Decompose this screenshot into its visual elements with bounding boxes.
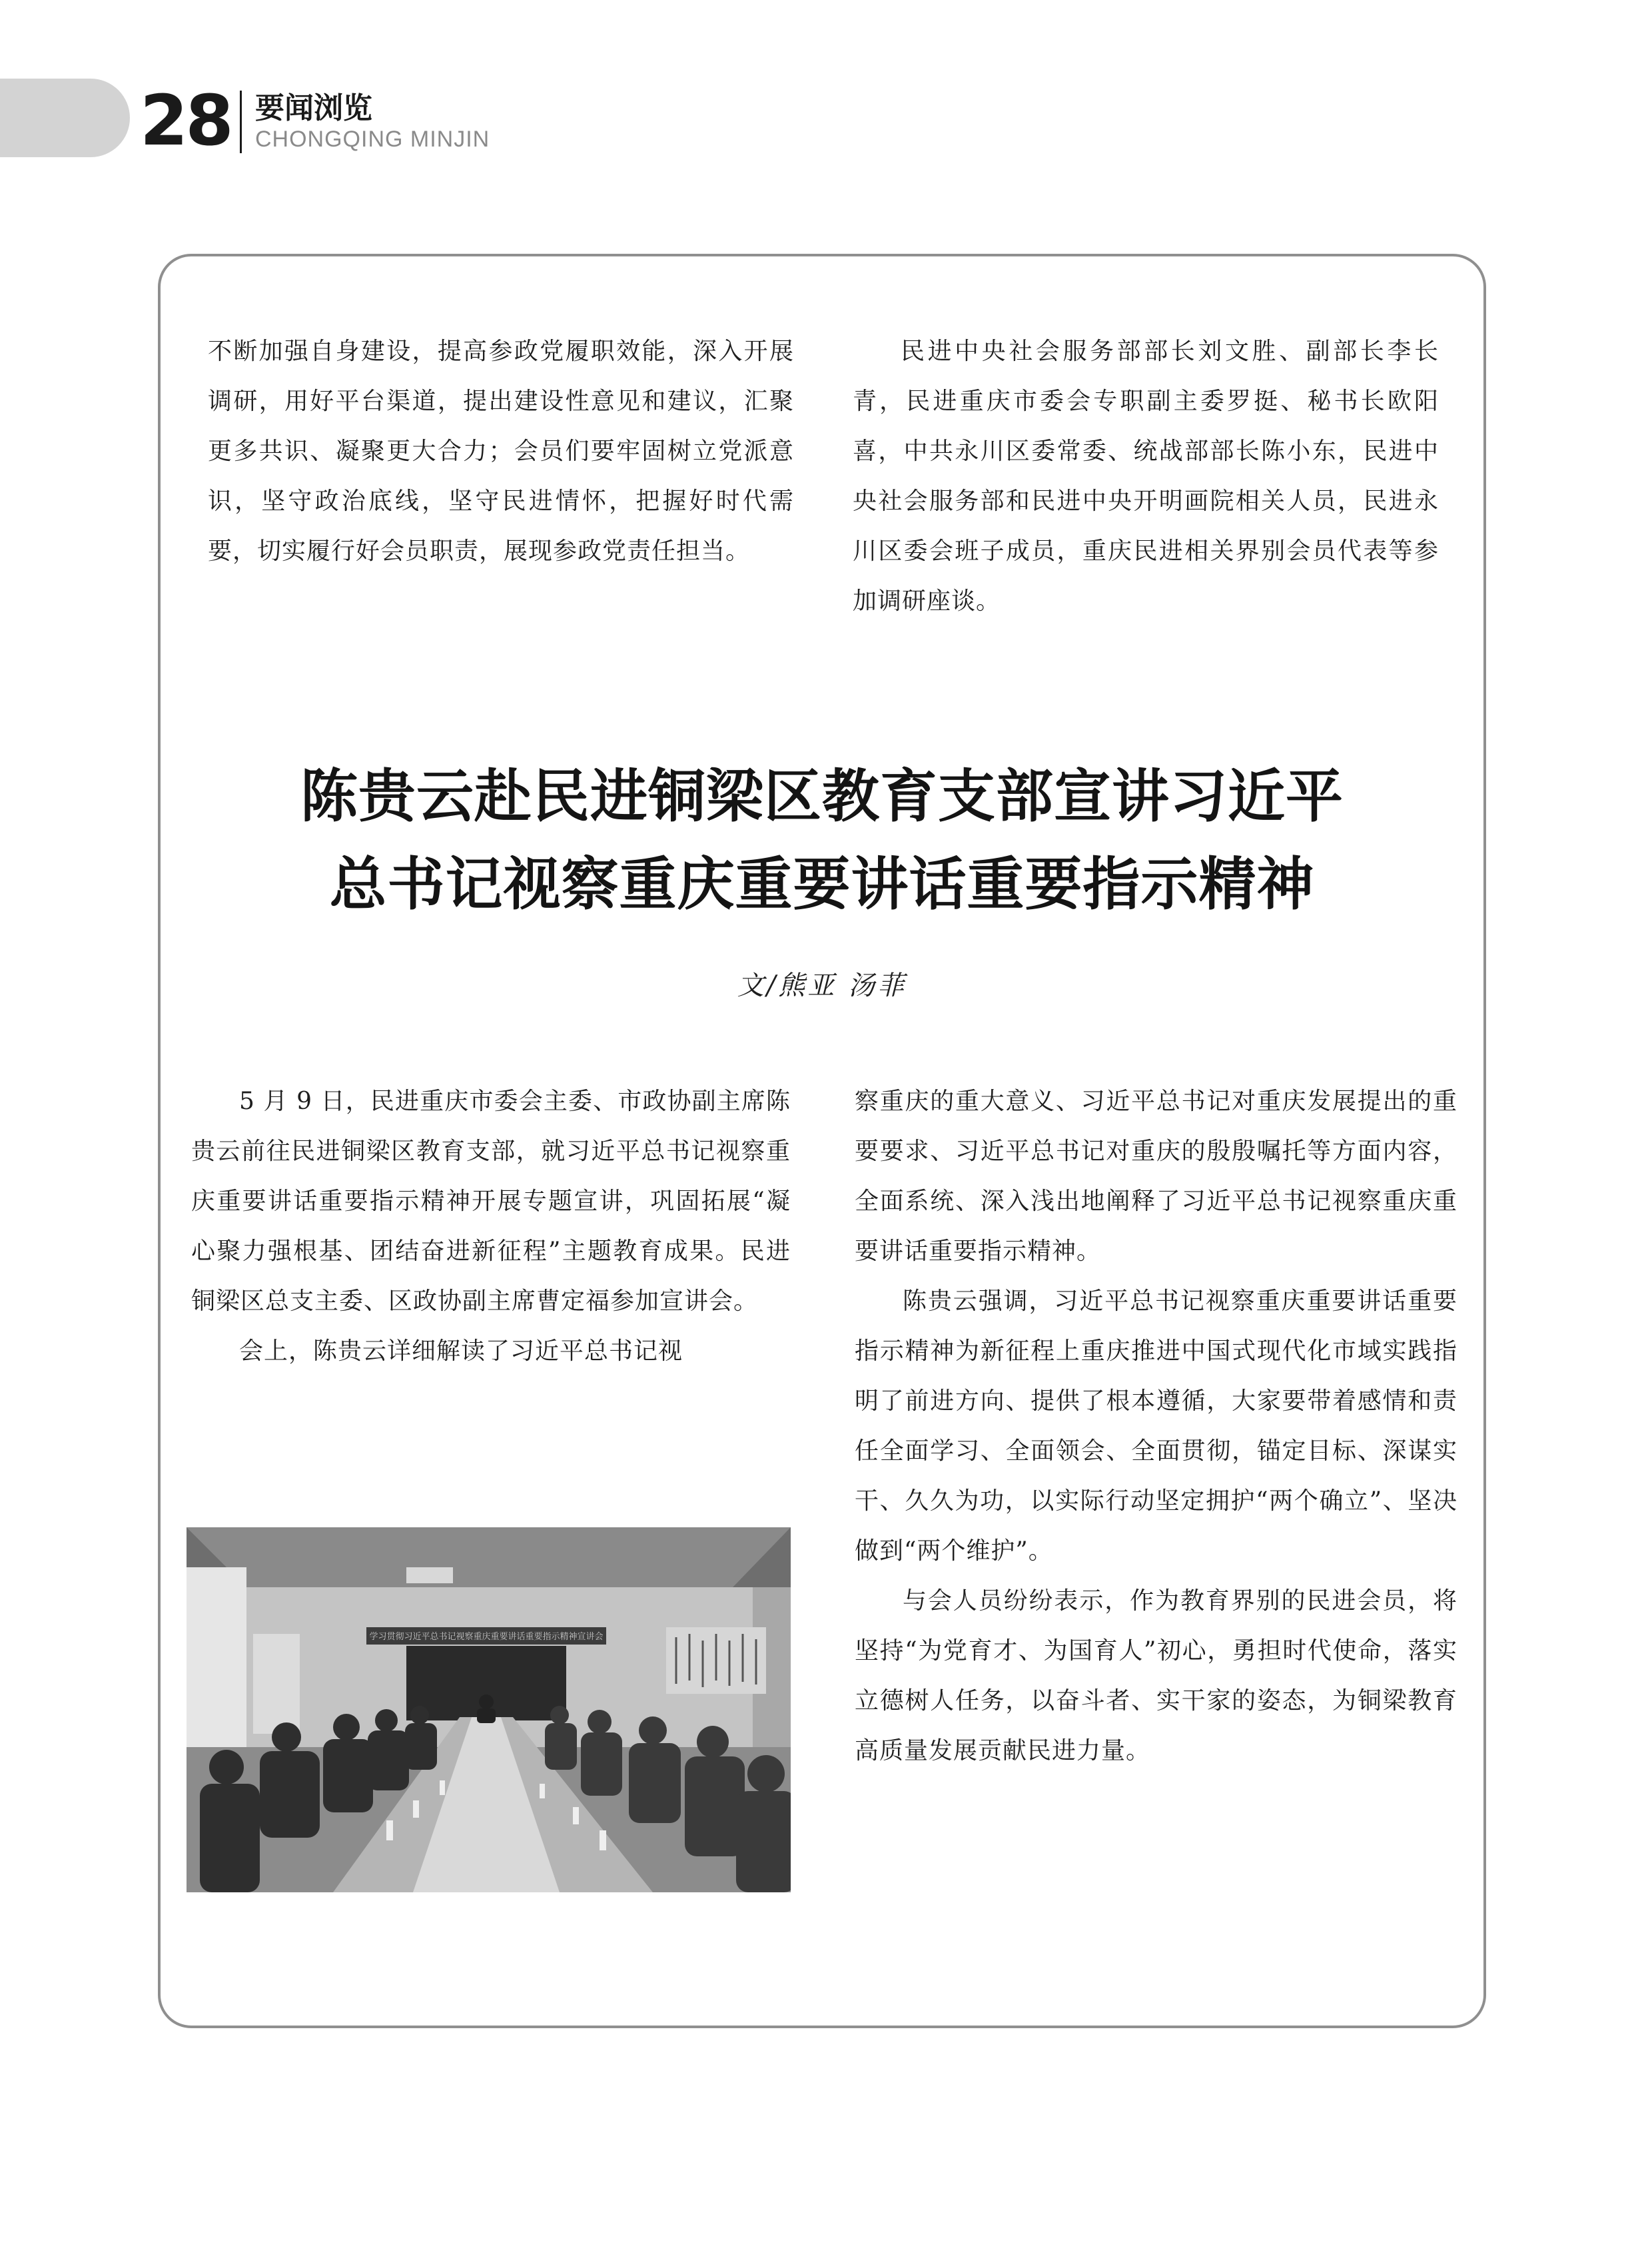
article-headline xyxy=(158,753,1486,929)
previous-article-left-column xyxy=(208,326,794,576)
article-left-column xyxy=(191,1076,791,1376)
page-number: 28 xyxy=(140,80,231,161)
article-paragraph-2: 会上，陈贵云详细解读了习近平总书记视 xyxy=(239,1337,683,1365)
article-paragraph-4: 与会人员纷纷表示，作为教育界别的民进会员，将坚持“为党育才、为国育人”初心，勇担时代使命，落实立德树人任务，以奋斗者、实干家的姿态，为铜梁教育高质量发展贡献民进力量。 xyxy=(855,1587,1457,1764)
meeting-photo-illustration xyxy=(187,1527,791,1892)
section-subtitle: CHONGQING MINJIN xyxy=(255,127,490,152)
previous-article-right-text: 民进中央社会服务部部长刘文胜、副部长李长青，民进重庆市委会专职副主委罗挺、秘书长欧阳喜，中共永川区委常委、统战部部长陈小东，民进中央社会服务部和民进中央开明画院相关人员，民进永川区委会班子成员，重庆民进相关界别会员代表等参加调研座谈。 xyxy=(853,338,1439,615)
header-divider xyxy=(240,91,242,153)
article-paragraph-1: 5 月 9 日，民进重庆市委会主委、市政协副主席陈贵云前往民进铜梁区教育支部，就习近平总书记视察重庆重要讲话重要指示精神开展专题宣讲，巩固拓展“凝心聚力强根基、团结奋进新征程”主题教育成果。民进铜梁区总支主委、区政协副主席曹定福参加宣讲会。 xyxy=(191,1088,791,1315)
meeting-banner-text: 学习贯彻习近平总书记视察重庆重要讲话重要指示精神宣讲会 xyxy=(369,1632,604,1642)
previous-article-left-text: 不断加强自身建设，提高参政党履职效能，深入开展调研，用好平台渠道，提出建设性意见和建议，汇聚更多共识、凝聚更大合力；会员们要牢固树立党派意识，坚守政治底线，坚守民进情怀，把握好时代需要，切实履行好会员职责，展现参政党责任担当。 xyxy=(208,338,794,565)
article-paragraph-3: 陈贵云强调，习近平总书记视察重庆重要讲话重要指示精神为新征程上重庆推进中国式现代化市域实践指明了前进方向、提供了根本遵循，大家要带着感情和责任全面学习、全面领会、全面贯彻，锚定目标、深谋实干、久久为功，以实际行动坚定拥护“两个确立”、坚决做到“两个维护”。 xyxy=(855,1288,1457,1565)
header-tab-band xyxy=(0,79,130,157)
article-byline: 文/熊亚 汤菲 xyxy=(737,970,907,1001)
article-right-column xyxy=(855,1076,1457,1776)
previous-article-right-column xyxy=(853,326,1439,626)
headline-line-1: 陈贵云赴民进铜梁区教育支部宣讲习近平 xyxy=(300,763,1344,830)
headline-line-2: 总书记视察重庆重要讲话重要指示精神 xyxy=(329,851,1315,918)
section-title: 要闻浏览 xyxy=(255,91,372,125)
article-paragraph-continued: 察重庆的重大意义、习近平总书记对重庆发展提出的重要要求、习近平总书记对重庆的殷殷嘱托等方面内容，全面系统、深入浅出地阐释了习近平总书记视察重庆重要讲话重要指示精神。 xyxy=(855,1088,1457,1265)
meeting-photo xyxy=(187,1527,791,1892)
